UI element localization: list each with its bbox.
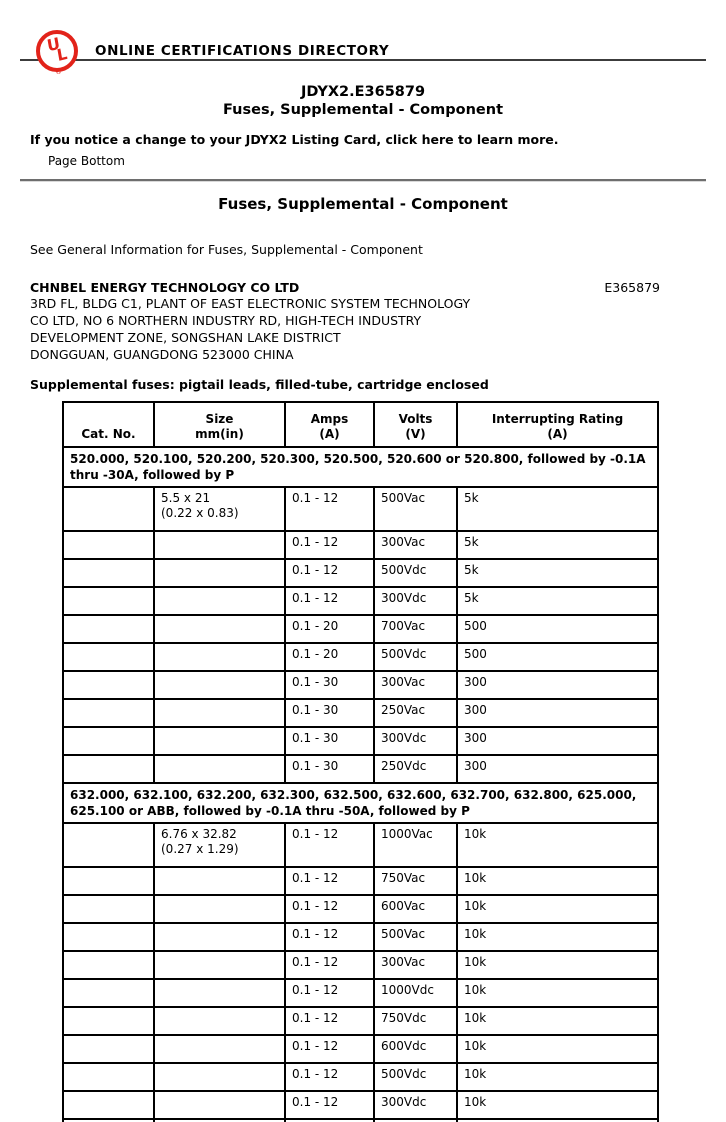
cat-no-cell [63,867,154,895]
interrupting-rating-cell: 5k [457,531,658,559]
size-cell [154,615,285,643]
volts-cell: 300Vdc [374,1091,457,1119]
interrupting-rating-cell: 5k [457,487,658,531]
cat-no-cell [63,531,154,559]
amps-cell: 0.1 - 12 [285,531,374,559]
size-cell [154,895,285,923]
cat-no-cell [63,699,154,727]
amps-cell: 0.1 - 12 [285,1091,374,1119]
size-cell [154,951,285,979]
volts-cell: 300Vdc [374,587,457,615]
fuse-table-body [63,447,658,1122]
size-cell [154,867,285,895]
volts-cell: 300Vdc [374,727,457,755]
cat-no-cell [63,979,154,1007]
amps-cell: 0.1 - 12 [285,1007,374,1035]
ul-logo-letter-u: U [45,33,62,56]
directory-title: ONLINE CERTIFICATIONS DIRECTORY [95,43,390,59]
size-cell [154,979,285,1007]
table-row [63,755,658,783]
volts-cell: 250Vac [374,699,457,727]
size-cell [154,923,285,951]
interrupting-rating-cell: 10k [457,1063,658,1091]
section-group-title: 632.000, 632.100, 632.200, 632.300, 632.500, 632.600, 632.700, 632.800, 625.000, 625.100 or ABB, followed by -0.1A thru -50A, followed by P [63,783,658,823]
size-cell: 5.5 x 21 (0.22 x 0.83) [154,487,285,531]
section-group-title: 520.000, 520.100, 520.200, 520.300, 520.500, 520.600 or 520.800, followed by -0.1A thru -30A, followed by P [63,447,658,487]
cat-no-cell [63,559,154,587]
size-cell [154,587,285,615]
general-info-row [30,242,726,257]
address-line: DONGGUAN, GUANGDONG 523000 CHINA [30,347,294,362]
interrupting-rating-cell: 10k [457,979,658,1007]
company-address [30,295,726,363]
size-cell [154,1035,285,1063]
amps-cell: 0.1 - 12 [285,867,374,895]
amps-cell: 0.1 - 20 [285,615,374,643]
header-interrupting-rating: Interrupting Rating (A) [457,402,658,447]
table-header-row [63,402,658,447]
volts-cell: 500Vdc [374,559,457,587]
amps-cell: 0.1 - 30 [285,755,374,783]
amps-cell: 0.1 - 12 [285,979,374,1007]
size-cell [154,699,285,727]
interrupting-rating-cell: 10k [457,923,658,951]
size-cell [154,1063,285,1091]
amps-cell: 0.1 - 30 [285,671,374,699]
table-row [63,699,658,727]
cat-no-cell [63,487,154,531]
file-number: E365879 [604,280,660,295]
address-line: CO LTD, NO 6 NORTHERN INDUSTRY RD, HIGH-TECH INDUSTRY [30,313,422,328]
volts-cell: 1000Vac [374,823,457,867]
volts-cell: 1000Vdc [374,979,457,1007]
table-row [63,1091,658,1119]
table-row [63,923,658,951]
table-row [63,559,658,587]
table-row [63,1035,658,1063]
interrupting-rating-cell: 5k [457,587,658,615]
table-row [63,895,658,923]
header-amps: Amps (A) [285,402,374,447]
registered-trademark-icon: ® [55,68,62,76]
notice-text-after: to learn more. [453,132,559,147]
table-row [63,671,658,699]
interrupting-rating-cell: 10k [457,951,658,979]
volts-cell: 500Vdc [374,643,457,671]
volts-cell: 750Vac [374,867,457,895]
interrupting-rating-cell: 5k [457,559,658,587]
cat-no-cell [63,727,154,755]
address-line: 3RD FL, BLDG C1, PLANT OF EAST ELECTRONIC SYSTEM TECHNOLOGY [30,296,471,311]
size-cell [154,559,285,587]
amps-cell: 0.1 - 12 [285,895,374,923]
page-bottom-row [48,154,726,168]
cat-no-cell [63,643,154,671]
listing-category: Fuses, Supplemental - Component [222,102,504,118]
interrupting-rating-cell: 10k [457,895,658,923]
table-row [63,587,658,615]
amps-cell: 0.1 - 12 [285,1035,374,1063]
amps-cell: 0.1 - 12 [285,559,374,587]
address-line: DEVELOPMENT ZONE, SONGSHAN LAKE DISTRICT [30,330,341,345]
size-cell [154,1007,285,1035]
volts-cell: 600Vdc [374,1035,457,1063]
header-volts: Volts (V) [374,402,457,447]
listing-code: JDYX2.E365879 [300,84,426,100]
cat-no-cell [63,1035,154,1063]
masthead [0,0,726,80]
volts-cell: 700Vac [374,615,457,643]
volts-cell: 300Vac [374,531,457,559]
cat-no-cell [63,1007,154,1035]
volts-cell: 500Vdc [374,1063,457,1091]
amps-cell: 0.1 - 12 [285,951,374,979]
volts-cell: 750Vdc [374,1007,457,1035]
cat-no-cell [63,755,154,783]
cat-no-cell [63,587,154,615]
interrupting-rating-cell: 10k [457,1007,658,1035]
notice-text-before: If you notice a change to your JDYX2 Listing Card, click [30,132,422,147]
header-size: Size mm(in) [154,402,285,447]
title-block [0,83,726,119]
table-row [63,1007,658,1035]
table-row [63,487,658,531]
volts-cell: 500Vac [374,487,457,531]
table-row [63,643,658,671]
table-row [63,615,658,643]
size-cell [154,1091,285,1119]
ul-logo-icon [36,30,78,76]
product-description: Supplemental fuses: pigtail leads, filled-tube, cartridge enclosed [30,377,489,392]
here-link[interactable]: here [421,132,454,147]
volts-cell: 300Vac [374,671,457,699]
amps-cell: 0.1 - 30 [285,699,374,727]
cat-no-cell [63,1091,154,1119]
cat-no-cell [63,951,154,979]
table-row [63,979,658,1007]
table-row [63,727,658,755]
table-row [63,951,658,979]
interrupting-rating-cell: 300 [457,699,658,727]
size-cell [154,755,285,783]
interrupting-rating-cell: 10k [457,1035,658,1063]
volts-cell: 500Vac [374,923,457,951]
interrupting-rating-cell: 300 [457,755,658,783]
amps-cell: 0.1 - 12 [285,587,374,615]
amps-cell: 0.1 - 30 [285,727,374,755]
section-group-row [63,783,658,823]
company-row [30,280,660,295]
header-cat-no: Cat. No. [63,402,154,447]
amps-cell: 0.1 - 12 [285,823,374,867]
cat-no-cell [63,823,154,867]
interrupting-rating-cell: 10k [457,823,658,867]
company-name: CHNBEL ENERGY TECHNOLOGY CO LTD [30,280,300,295]
table-row [63,867,658,895]
page-bottom-link[interactable]: Page Bottom [48,154,125,168]
interrupting-rating-cell: 300 [457,727,658,755]
interrupting-rating-cell: 500 [457,615,658,643]
ul-logo-letter-l: L [55,43,69,66]
fuse-ratings-table [62,401,659,1122]
cat-no-cell [63,671,154,699]
cat-no-cell [63,923,154,951]
interrupting-rating-cell: 500 [457,643,658,671]
cat-no-cell [63,895,154,923]
volts-cell: 250Vdc [374,755,457,783]
interrupting-rating-cell: 300 [457,671,658,699]
volts-cell: 600Vac [374,895,457,923]
cat-no-cell [63,615,154,643]
size-cell [154,671,285,699]
size-cell [154,531,285,559]
amps-cell: 0.1 - 12 [285,487,374,531]
section-heading: Fuses, Supplemental - Component [218,195,508,213]
interrupting-rating-cell: 10k [457,1091,658,1119]
volts-cell: 300Vac [374,951,457,979]
size-cell [154,643,285,671]
change-notice [30,132,706,147]
size-cell: 6.76 x 32.82 (0.27 x 1.29) [154,823,285,867]
amps-cell: 0.1 - 20 [285,643,374,671]
interrupting-rating-cell: 10k [457,867,658,895]
masthead-rule [20,59,706,61]
table-row [63,531,658,559]
cat-no-cell [63,1063,154,1091]
size-cell [154,727,285,755]
amps-cell: 0.1 - 12 [285,1063,374,1091]
table-row [63,823,658,867]
section-group-row [63,447,658,487]
horizontal-rule [20,179,706,182]
amps-cell: 0.1 - 12 [285,923,374,951]
general-info-link[interactable]: See General Information for Fuses, Supplemental - Component [30,242,423,257]
table-row [63,1063,658,1091]
